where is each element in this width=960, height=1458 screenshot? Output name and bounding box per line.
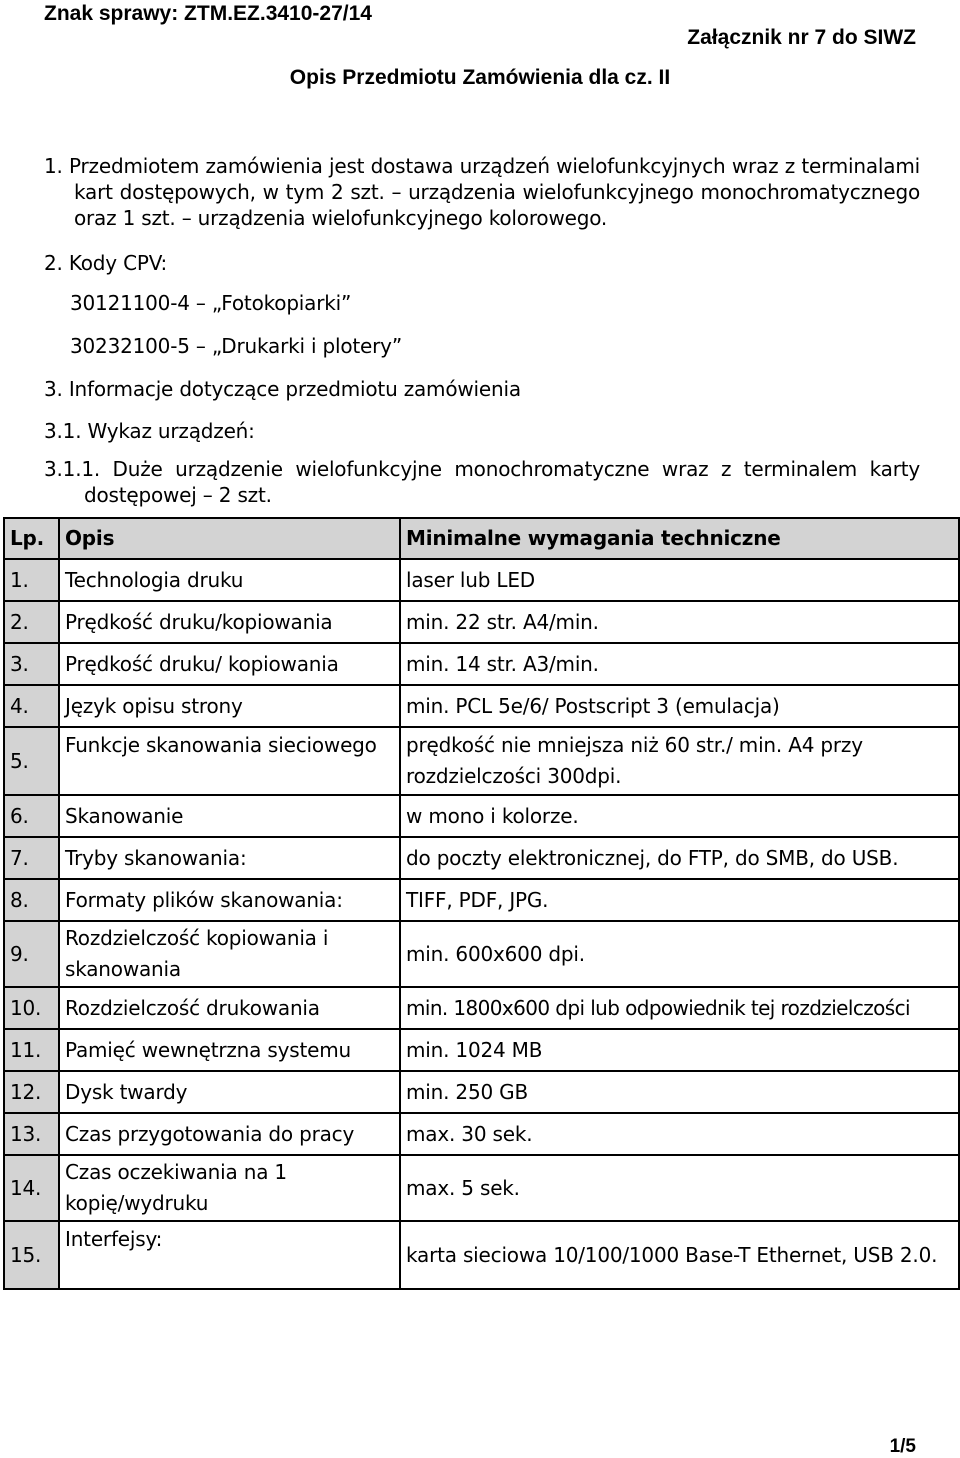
row-lp: 1. <box>4 559 59 601</box>
paragraph-item-3-1-1: 3.1.1. Duże urządzenie wielofunkcyjne monochromatyczne wraz z terminalem karty dostępowej – 2 szt. <box>44 457 920 507</box>
row-lp: 10. <box>4 987 59 1029</box>
row-opis: Pamięć wewnętrzna systemu <box>59 1029 400 1071</box>
row-opis: Dysk twardy <box>59 1071 400 1113</box>
row-requirement: prędkość nie mniejsza niż 60 str./ min. A4 przy rozdzielczości 300dpi. <box>400 727 959 795</box>
row-opis: Prędkość druku/ kopiowania <box>59 643 400 685</box>
table-row <box>4 643 959 685</box>
row-opis: Tryby skanowania: <box>59 837 400 879</box>
row-requirement: min. 600x600 dpi. <box>400 921 959 987</box>
row-opis: Technologia druku <box>59 559 400 601</box>
row-requirement: w mono i kolorze. <box>400 795 959 837</box>
row-opis: Funkcje skanowania sieciowego <box>59 727 400 795</box>
row-opis: Formaty plików skanowania: <box>59 879 400 921</box>
row-opis: Prędkość druku/kopiowania <box>59 601 400 643</box>
row-opis: Rozdzielczość kopiowania i skanowania <box>59 921 400 987</box>
row-lp: 14. <box>4 1155 59 1221</box>
table-row <box>4 685 959 727</box>
page-number: 1/5 <box>889 1436 916 1457</box>
row-lp: 6. <box>4 795 59 837</box>
table-row <box>4 837 959 879</box>
table-row <box>4 987 959 1029</box>
cpv-code-1: 30121100-4 – „Fotokopiarki” <box>70 291 352 315</box>
row-requirement: min. 22 str. A4/min. <box>400 601 959 643</box>
row-lp: 9. <box>4 921 59 987</box>
row-requirement: TIFF, PDF, JPG. <box>400 879 959 921</box>
table-row <box>4 1071 959 1113</box>
paragraph-item-3-1: 3.1. Wykaz urządzeń: <box>44 419 255 443</box>
table-row <box>4 879 959 921</box>
row-lp: 4. <box>4 685 59 727</box>
row-requirement: max. 30 sek. <box>400 1113 959 1155</box>
header-lp: Lp. <box>4 518 59 559</box>
row-requirement: min. PCL 5e/6/ Postscript 3 (emulacja) <box>400 685 959 727</box>
specification-table <box>3 517 960 1290</box>
document-title: Opis Przedmiotu Zamówienia dla cz. II <box>289 66 671 89</box>
table-row <box>4 1029 959 1071</box>
row-lp: 5. <box>4 727 59 795</box>
case-number: Znak sprawy: ZTM.EZ.3410-27/14 <box>44 2 372 25</box>
header-requirements: Minimalne wymagania techniczne <box>400 518 959 559</box>
table-row <box>4 795 959 837</box>
table-row <box>4 1155 959 1221</box>
row-opis: Czas przygotowania do pracy <box>59 1113 400 1155</box>
row-requirement: min. 14 str. A3/min. <box>400 643 959 685</box>
attachment-label: Załącznik nr 7 do SIWZ <box>687 26 916 49</box>
row-opis: Skanowanie <box>59 795 400 837</box>
row-requirement: karta sieciowa 10/100/1000 Base-T Ethernet, USB 2.0. <box>400 1221 959 1289</box>
row-opis: Czas oczekiwania na 1 kopię/wydruku <box>59 1155 400 1221</box>
row-opis: Język opisu strony <box>59 685 400 727</box>
row-lp: 12. <box>4 1071 59 1113</box>
table-row <box>4 559 959 601</box>
paragraph-item-2: 2. Kody CPV: <box>44 251 168 275</box>
row-requirement: max. 5 sek. <box>400 1155 959 1221</box>
row-requirement: min. 1800x600 dpi lub odpowiednik tej rozdzielczości <box>400 987 959 1029</box>
row-opis: Interfejsy: <box>59 1221 400 1289</box>
row-lp: 15. <box>4 1221 59 1289</box>
row-requirement: min. 250 GB <box>400 1071 959 1113</box>
table-header-row <box>4 518 959 559</box>
paragraph-item-3: 3. Informacje dotyczące przedmiotu zamówienia <box>44 377 521 401</box>
row-requirement: min. 1024 MB <box>400 1029 959 1071</box>
row-lp: 2. <box>4 601 59 643</box>
table-row <box>4 727 959 795</box>
row-requirement: do poczty elektronicznej, do FTP, do SMB, do USB. <box>400 837 959 879</box>
paragraph-item-1: 1. Przedmiotem zamówienia jest dostawa urządzeń wielofunkcyjnych wraz z terminalami kart dostępowych, w tym 2 szt. – urządzenia wielofunkcyjnego monochromatycznego oraz 1 szt. – urządzenia wielofunkcyjnego kolorowego. <box>44 154 920 230</box>
table-row <box>4 601 959 643</box>
row-lp: 7. <box>4 837 59 879</box>
row-lp: 13. <box>4 1113 59 1155</box>
table-row <box>4 1113 959 1155</box>
table-row <box>4 921 959 987</box>
row-lp: 3. <box>4 643 59 685</box>
cpv-code-2: 30232100-5 – „Drukarki i plotery” <box>70 334 402 358</box>
row-lp: 11. <box>4 1029 59 1071</box>
row-lp: 8. <box>4 879 59 921</box>
header-opis: Opis <box>59 518 400 559</box>
row-opis: Rozdzielczość drukowania <box>59 987 400 1029</box>
table-row <box>4 1221 959 1289</box>
row-requirement: laser lub LED <box>400 559 959 601</box>
